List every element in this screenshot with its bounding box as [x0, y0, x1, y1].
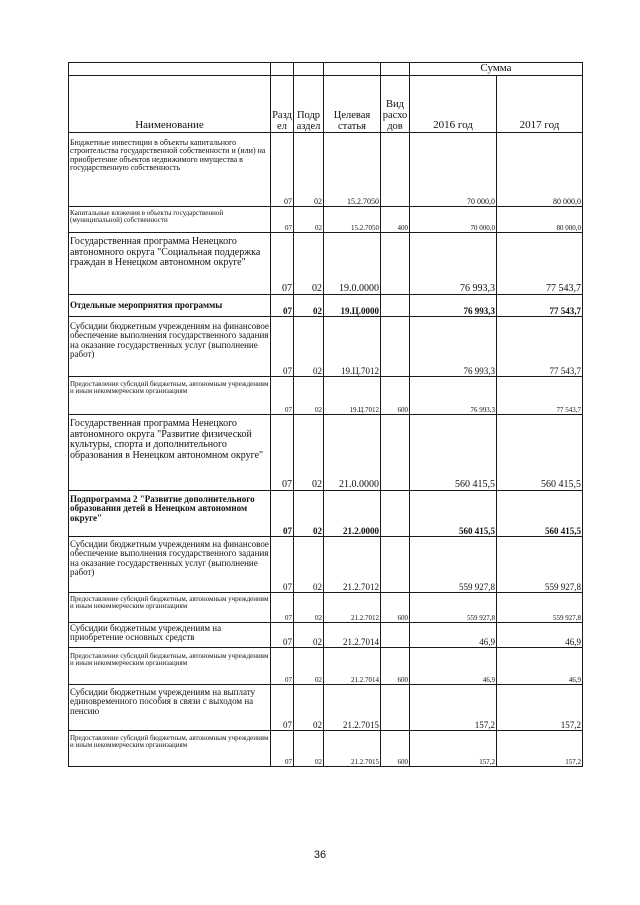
- row-podrazdel: 02: [294, 648, 324, 685]
- header-blank-vr: [381, 63, 410, 76]
- row-2017: 157,2: [497, 731, 583, 767]
- row-razdel: 07: [271, 415, 294, 491]
- row-podrazdel: 02: [294, 491, 324, 537]
- header-sum: Сумма: [410, 63, 583, 76]
- row-2016: 560 415,5: [410, 415, 497, 491]
- row-2016: 76 993,3: [410, 295, 497, 317]
- row-podrazdel: 02: [294, 133, 324, 207]
- budget-table-container: [68, 62, 582, 767]
- row-podrazdel: 02: [294, 593, 324, 623]
- row-article: 21.2.0000: [324, 491, 381, 537]
- row-name: Бюджетные инвестиции в объекты капитального строительства государственной собственности и (или) на приобретение объектов недвижимого имущества в государственную собственность: [69, 133, 271, 207]
- row-name: Субсидии бюджетным учреждениям на приобретение основных средств: [69, 623, 271, 648]
- row-2016: 157,2: [410, 731, 497, 767]
- row-vid: [381, 537, 410, 593]
- row-2016: 46,9: [410, 648, 497, 685]
- row-vid: 600: [381, 593, 410, 623]
- table-row: [69, 491, 583, 537]
- row-podrazdel: 02: [294, 295, 324, 317]
- row-article: 21.2.7015: [324, 685, 381, 731]
- row-2016: 560 415,5: [410, 491, 497, 537]
- row-name: Государственная программа Ненецкого автономного округа "Развитие физической культуры, спорта и дополнительного образования в Ненецком автономном округе": [69, 415, 271, 491]
- header-vid: Вид расхо дов: [381, 76, 410, 133]
- row-vid: 600: [381, 731, 410, 767]
- row-2017: 77 543,7: [497, 233, 583, 295]
- table-row: [69, 133, 583, 207]
- header-article: Целевая статья: [324, 76, 381, 133]
- row-vid: [381, 685, 410, 731]
- row-2016: 559 927,8: [410, 593, 497, 623]
- header-row-sum: [69, 63, 583, 76]
- budget-table: [68, 62, 583, 767]
- row-2017: 46,9: [497, 648, 583, 685]
- row-vid: [381, 295, 410, 317]
- header-blank-pr: [294, 63, 324, 76]
- row-razdel: 07: [271, 731, 294, 767]
- row-razdel: 07: [271, 623, 294, 648]
- row-2016: 559 927,8: [410, 537, 497, 593]
- header-blank-cs: [324, 63, 381, 76]
- header-razdel: Разд ел: [271, 76, 294, 133]
- row-article: 15.2.7050: [324, 207, 381, 233]
- row-2016: 76 993,3: [410, 317, 497, 377]
- table-row: [69, 295, 583, 317]
- table-row: [69, 593, 583, 623]
- row-razdel: 07: [271, 377, 294, 415]
- header-podrazdel: Подр аздел: [294, 76, 324, 133]
- row-podrazdel: 02: [294, 207, 324, 233]
- row-podrazdel: 02: [294, 537, 324, 593]
- table-row: [69, 377, 583, 415]
- row-vid: [381, 623, 410, 648]
- row-name: Предоставление субсидий бюджетным, автономным учреждениям и иным некоммерческим организациям: [69, 731, 271, 767]
- row-2016: 46,9: [410, 623, 497, 648]
- row-vid: 400: [381, 207, 410, 233]
- table-row: [69, 415, 583, 491]
- row-2017: 559 927,8: [497, 537, 583, 593]
- row-2017: 559 927,8: [497, 593, 583, 623]
- row-razdel: 07: [271, 295, 294, 317]
- row-vid: [381, 233, 410, 295]
- row-razdel: 07: [271, 648, 294, 685]
- row-vid: [381, 415, 410, 491]
- row-article: 19.0.0000: [324, 233, 381, 295]
- row-vid: [381, 133, 410, 207]
- row-2016: 70 000,0: [410, 207, 497, 233]
- row-name: Отдельные мероприятия программы: [69, 295, 271, 317]
- row-podrazdel: 02: [294, 415, 324, 491]
- row-article: 19.Ц.0000: [324, 295, 381, 317]
- row-article: 21.0.0000: [324, 415, 381, 491]
- row-vid: [381, 317, 410, 377]
- row-podrazdel: 02: [294, 731, 324, 767]
- row-2016: 76 993,3: [410, 233, 497, 295]
- row-name: Субсидии бюджетным учреждениям на финансовое обеспечение выполнения государственного задания на оказание государственных услуг (выполнение работ): [69, 317, 271, 377]
- header-row-columns: [69, 76, 583, 133]
- row-podrazdel: 02: [294, 317, 324, 377]
- row-podrazdel: 02: [294, 623, 324, 648]
- row-article: 21.2.7014: [324, 623, 381, 648]
- row-razdel: 07: [271, 593, 294, 623]
- page-number: 36: [313, 849, 327, 861]
- table-row: [69, 648, 583, 685]
- table-row: [69, 685, 583, 731]
- row-name: Капитальные вложения в объекты государственной (муниципальной) собственности: [69, 207, 271, 233]
- table-row: [69, 731, 583, 767]
- row-razdel: 07: [271, 685, 294, 731]
- row-2017: 560 415,5: [497, 491, 583, 537]
- table-row: [69, 537, 583, 593]
- row-article: 21.2.7014: [324, 648, 381, 685]
- row-article: 19.Ц.7012: [324, 377, 381, 415]
- table-row: [69, 233, 583, 295]
- row-article: 21.2.7015: [324, 731, 381, 767]
- row-name: Предоставление субсидий бюджетным, автономным учреждениям и иным некоммерческим организациям: [69, 648, 271, 685]
- row-podrazdel: 02: [294, 377, 324, 415]
- row-2017: 560 415,5: [497, 415, 583, 491]
- row-name: Предоставление субсидий бюджетным, автономным учреждениям и иным некоммерческим организациям: [69, 377, 271, 415]
- row-name: Субсидии бюджетным учреждениям на выплату единовременного пособия в связи с выходом на пенсию: [69, 685, 271, 731]
- row-2016: 76 993,3: [410, 377, 497, 415]
- row-name: Государственная программа Ненецкого автономного округа "Социальная поддержка граждан в Ненецком автономном округе": [69, 233, 271, 295]
- row-name: Предоставление субсидий бюджетным, автономным учреждениям и иным некоммерческим организациям: [69, 593, 271, 623]
- row-podrazdel: 02: [294, 685, 324, 731]
- row-2017: 80 000,0: [497, 133, 583, 207]
- row-article: 15.2.7050: [324, 133, 381, 207]
- row-vid: [381, 491, 410, 537]
- row-razdel: 07: [271, 317, 294, 377]
- row-2017: 77 543,7: [497, 295, 583, 317]
- row-name: Подпрограмма 2 "Развитие дополнительного образования детей в Ненецком автономном округе": [69, 491, 271, 537]
- row-2016: 157,2: [410, 685, 497, 731]
- header-name: Наименование: [69, 76, 271, 133]
- header-2016: 2016 год: [410, 76, 497, 133]
- header-blank-name: [69, 63, 271, 76]
- row-razdel: 07: [271, 537, 294, 593]
- header-2017: 2017 год: [497, 76, 583, 133]
- table-row: [69, 207, 583, 233]
- row-razdel: 07: [271, 133, 294, 207]
- row-podrazdel: 02: [294, 233, 324, 295]
- row-razdel: 07: [271, 491, 294, 537]
- row-article: 21.2.7012: [324, 537, 381, 593]
- row-2017: 77 543,7: [497, 377, 583, 415]
- row-article: 19.Ц.7012: [324, 317, 381, 377]
- table-row: [69, 623, 583, 648]
- row-2016: 70 000,0: [410, 133, 497, 207]
- row-vid: 600: [381, 377, 410, 415]
- row-2017: 157,2: [497, 685, 583, 731]
- row-2017: 80 000,0: [497, 207, 583, 233]
- table-row: [69, 317, 583, 377]
- row-article: 21.2.7012: [324, 593, 381, 623]
- row-razdel: 07: [271, 207, 294, 233]
- row-name: Субсидии бюджетным учреждениям на финансовое обеспечение выполнения государственного задания на оказание государственных услуг (выполнение работ): [69, 537, 271, 593]
- row-razdel: 07: [271, 233, 294, 295]
- header-blank-rz: [271, 63, 294, 76]
- row-2017: 46,9: [497, 623, 583, 648]
- row-2017: 77 543,7: [497, 317, 583, 377]
- row-vid: 600: [381, 648, 410, 685]
